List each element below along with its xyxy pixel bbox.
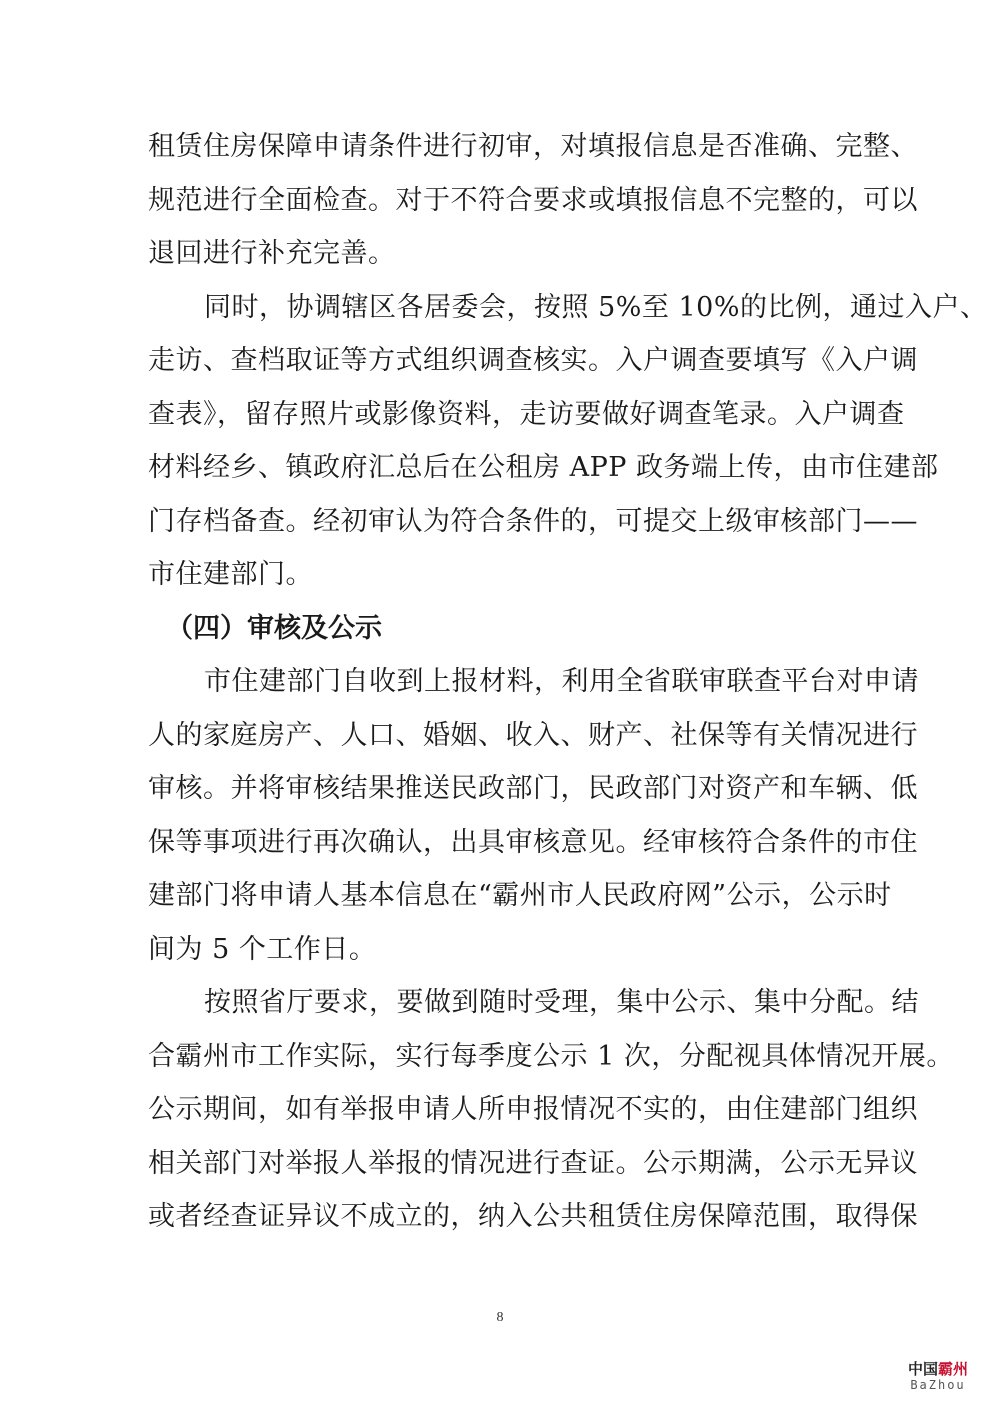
text-line: 材料经乡、镇政府汇总后在公租房 APP 政务端上传，由市住建部 — [148, 452, 939, 483]
text-line: 间为 5 个工作日。 — [148, 933, 377, 965]
text-line: 或者经查证异议不成立的，纳入公共租赁住房保障范围，取得保 — [148, 1201, 918, 1232]
text-line: 退回进行补充完善。 — [148, 238, 396, 269]
text-line: 门存档备查。经初审认为符合条件的，可提交上级审核部门—— — [148, 505, 918, 537]
site-watermark-logo — [898, 1360, 978, 1392]
text-line: 合霸州市工作实际，实行每季度公示 1 次，分配视具体情况开展。 — [148, 1040, 954, 1072]
text-line: 建部门将申请人基本信息在“霸州市人民政府网”公示，公示时 — [148, 880, 892, 911]
text-line: 审核。并将审核结果推送民政部门，民政部门对资产和车辆、低 — [148, 773, 918, 804]
text-line: 同时，协调辖区各居委会，按照 5%至 10%的比例，通过入户、 — [204, 291, 988, 323]
text-line: 走访、查档取证等方式组织调查核实。入户调查要填写《入户调 — [148, 345, 918, 376]
text-line: 公示期间，如有举报申请人所申报情况不实的，由住建部门组织 — [148, 1094, 918, 1125]
text-line: 按照省厅要求，要做到随时受理，集中公示、集中分配。结 — [204, 987, 919, 1018]
paragraph-3 — [148, 655, 919, 976]
paragraph-1 — [148, 120, 918, 281]
text-line: 市住建部门。 — [148, 559, 313, 590]
text-line: 规范进行全面检查。对于不符合要求或填报信息不完整的，可以 — [148, 184, 918, 216]
paragraph-2 — [148, 281, 988, 602]
text-line: 保等事项进行再次确认，出具审核意见。经审核符合条件的市住 — [148, 826, 918, 858]
watermark-latin: BaZhou — [910, 1378, 966, 1392]
text-line: 市住建部门自收到上报材料，利用全省联审联查平台对申请 — [204, 666, 919, 697]
text-line: 人的家庭房产、人口、婚姻、收入、财产、社保等有关情况进行 — [148, 719, 918, 751]
section-heading-text: （四）审核及公示 — [166, 612, 382, 644]
watermark-title-part-b: 霸州 — [938, 1360, 969, 1378]
watermark-title — [898, 1360, 978, 1378]
section-heading — [148, 602, 854, 656]
document-body — [148, 120, 988, 1244]
watermark-title-part-a: 中国 — [907, 1360, 938, 1378]
paragraph-4 — [148, 976, 954, 1244]
text-line: 租赁住房保障申请条件进行初审，对填报信息是否准确、完整、 — [148, 131, 918, 162]
page-number: 8 — [496, 1310, 504, 1325]
text-line: 查表》，留存照片或影像资料，走访要做好调查笔录。入户调查 — [148, 398, 905, 430]
text-line: 相关部门对举报人举报的情况进行查证。公示期满，公示无异议 — [148, 1147, 918, 1179]
